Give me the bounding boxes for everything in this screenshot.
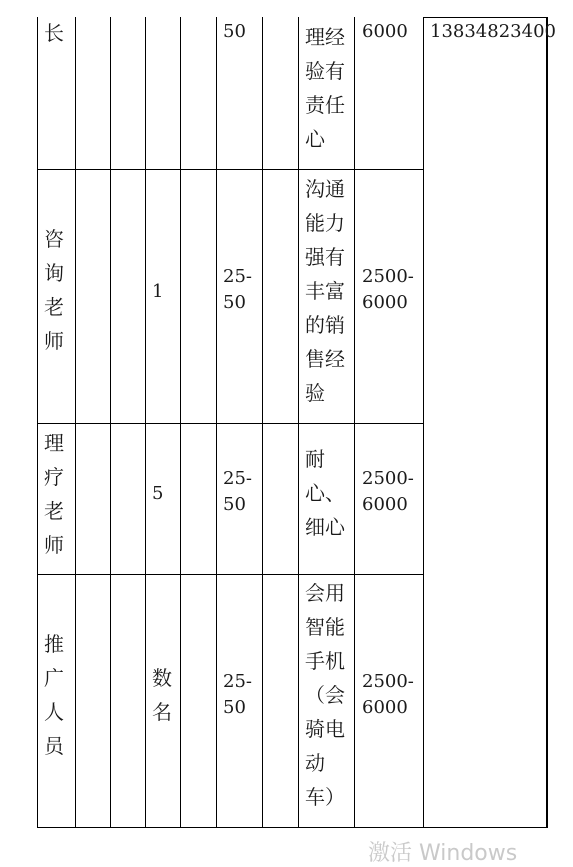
requirement-cell: 理经验有责任心 [305, 25, 345, 151]
row-divider [37, 169, 424, 170]
salary-cell: 6000 [362, 21, 408, 42]
count-cell: 数名 [152, 666, 172, 724]
position-cell: 理疗老师 [44, 431, 64, 557]
count-cell: 5 [152, 483, 164, 504]
position-cell: 长 [44, 21, 64, 45]
age-cell: 25-50 [223, 468, 252, 515]
requirement-cell: 耐心、细心 [305, 447, 345, 539]
position-cell: 咨询老师 [44, 227, 64, 353]
position-cell: 推广人员 [44, 632, 64, 758]
requirement-cell: 会用智能手机（会骑电动车） [305, 581, 345, 809]
contact-phone-cell: 13834823400 [430, 21, 556, 42]
age-cell: 25-50 [223, 266, 252, 313]
row-divider [37, 423, 424, 424]
age-cell: 25-50 [223, 671, 252, 718]
table-border-top [423, 17, 548, 18]
salary-cell: 2500-6000 [362, 468, 414, 515]
row-divider [37, 574, 424, 575]
table-border-bottom [37, 827, 548, 828]
count-cell: 1 [152, 281, 164, 302]
age-cell: 50 [223, 21, 246, 42]
salary-cell: 2500-6000 [362, 671, 414, 718]
salary-cell: 2500-6000 [362, 266, 414, 313]
table-border-right [546, 17, 548, 828]
requirement-cell: 沟通能力强有丰富的销售经验 [305, 177, 345, 405]
activate-windows-watermark: 激活 Windows [368, 841, 518, 866]
